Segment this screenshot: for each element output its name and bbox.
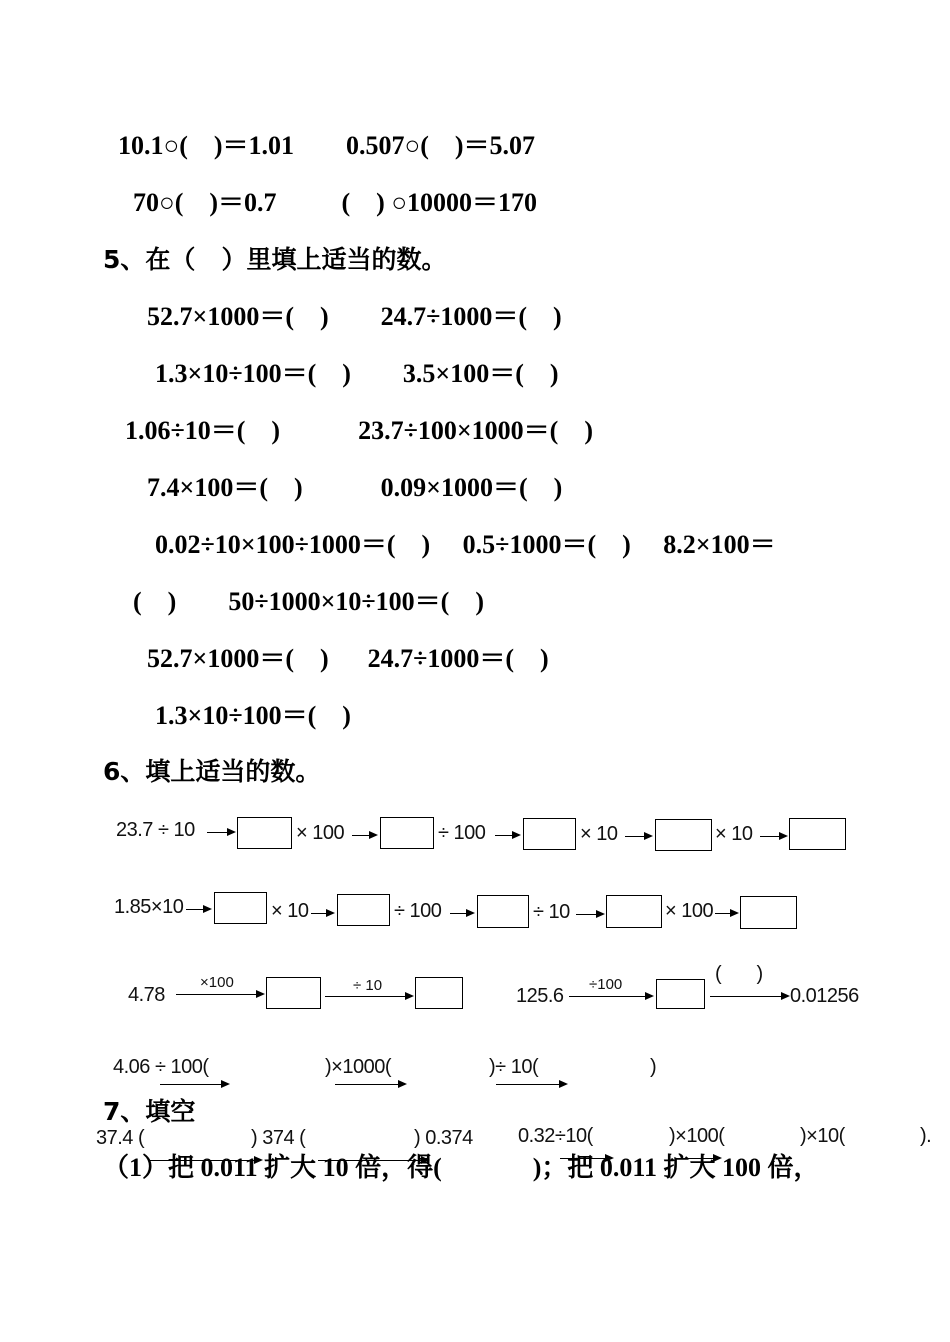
answer-box[interactable] <box>740 896 797 929</box>
chain2-start: 1.85×10 <box>114 896 184 918</box>
chain2-op-1: × 10 <box>271 900 309 922</box>
equation-row-2: 70○( )＝0.7 ( ) ○10000＝170 <box>133 188 538 217</box>
section-5-heading: 5、在（ ）里填上适当的数。 <box>103 245 447 274</box>
chain1-op-2: ÷ 100 <box>438 822 486 844</box>
answer-box[interactable] <box>789 818 846 850</box>
chain1-op-4: × 10 <box>715 823 753 845</box>
chain4-part-4: ) <box>650 1056 657 1078</box>
answer-box[interactable] <box>655 819 712 851</box>
arrow-icon <box>560 1158 612 1159</box>
chain5b-part-3: )×10( <box>800 1125 845 1147</box>
arrow-icon <box>325 996 412 997</box>
section-7-heading: 7、填空 <box>103 1097 196 1126</box>
arrow-icon <box>495 835 519 836</box>
chain3b-op-2: ( ) <box>715 963 763 985</box>
s5-row-7: 52.7×1000＝( ) 24.7÷1000＝( ) <box>147 644 549 673</box>
arrow-icon <box>625 836 651 837</box>
chain4-part-1: 4.06 ÷ 100( <box>113 1056 209 1078</box>
chain4-part-3: )÷ 10( <box>489 1056 539 1078</box>
arrow-icon <box>311 913 333 914</box>
arrow-icon <box>680 1158 720 1159</box>
section-6-heading: 6、填上适当的数。 <box>103 757 321 786</box>
chain3b-op-1: ÷100 <box>589 976 623 993</box>
chain2-op-4: × 100 <box>665 900 714 922</box>
answer-box[interactable] <box>214 892 267 924</box>
arrow-icon <box>352 835 376 836</box>
arrow-icon <box>176 994 263 995</box>
arrow-icon <box>710 996 788 997</box>
equation-row-1: 10.1○( )＝1.01 0.507○( )＝5.07 <box>118 131 536 160</box>
chain1-op-3: × 10 <box>580 823 618 845</box>
chain3a-start: 4.78 <box>128 984 165 1006</box>
answer-box[interactable] <box>477 895 529 928</box>
chain5a-part-3: ) 0.374 <box>414 1127 473 1149</box>
chain5b-part-4: ). <box>920 1125 932 1147</box>
arrow-icon <box>148 1160 261 1161</box>
answer-box[interactable] <box>237 817 292 849</box>
s5-row-1: 52.7×1000＝( ) 24.7÷1000＝( ) <box>147 302 562 331</box>
arrow-icon <box>450 913 473 914</box>
chain1-op-1: × 100 <box>296 822 345 844</box>
arrow-icon <box>186 909 210 910</box>
chain5b-part-2: )×100( <box>669 1125 725 1147</box>
answer-box[interactable] <box>606 895 662 928</box>
s5-row-8: 1.3×10÷100＝( ) <box>155 701 351 730</box>
chain3a-op-1: ×100 <box>200 974 234 991</box>
answer-box[interactable] <box>266 977 321 1009</box>
arrow-icon <box>496 1084 566 1085</box>
arrow-icon <box>569 996 652 997</box>
arrow-icon <box>207 832 234 833</box>
s7-line-1: （1）把 0.011 扩大 10 倍，得( )；把 0.011 扩大 100 倍， <box>103 1153 820 1182</box>
arrow-icon <box>160 1084 228 1085</box>
chain2-op-2: ÷ 100 <box>394 900 442 922</box>
answer-box[interactable] <box>415 977 463 1009</box>
chain4-part-2: )×1000( <box>325 1056 391 1078</box>
s5-row-2: 1.3×10÷100＝( ) 3.5×100＝( ) <box>155 359 559 388</box>
s5-row-3: 1.06÷10＝( ) 23.7÷100×1000＝( ) <box>125 416 593 445</box>
arrow-icon <box>576 914 603 915</box>
arrow-icon <box>715 913 737 914</box>
chain3b-end: 0.01256 <box>790 985 859 1007</box>
answer-box[interactable] <box>656 979 705 1009</box>
chain2-op-3: ÷ 10 <box>533 901 570 923</box>
answer-box[interactable] <box>523 818 576 850</box>
arrow-icon <box>335 1084 405 1085</box>
chain5a-part-1: 37.4 ( <box>96 1127 145 1149</box>
chain5b-part-1: 0.32÷10( <box>518 1125 593 1147</box>
arrow-icon <box>318 1160 428 1161</box>
arrow-icon <box>760 836 786 837</box>
chain1-start: 23.7 ÷ 10 <box>116 819 195 841</box>
s5-row-5: 0.02÷10×100÷1000＝( ) 0.5÷1000＝( ) 8.2×100＝ <box>155 530 776 559</box>
s5-row-6: ( ) 50÷1000×10÷100＝( ) <box>133 587 484 616</box>
chain3b-start: 125.6 <box>516 985 564 1007</box>
chain3a-op-2: ÷ 10 <box>353 977 383 994</box>
chain5a-part-2: ) 374 ( <box>251 1127 306 1149</box>
s5-row-4: 7.4×100＝( ) 0.09×1000＝( ) <box>147 473 563 502</box>
answer-box[interactable] <box>380 817 434 849</box>
answer-box[interactable] <box>337 894 390 926</box>
